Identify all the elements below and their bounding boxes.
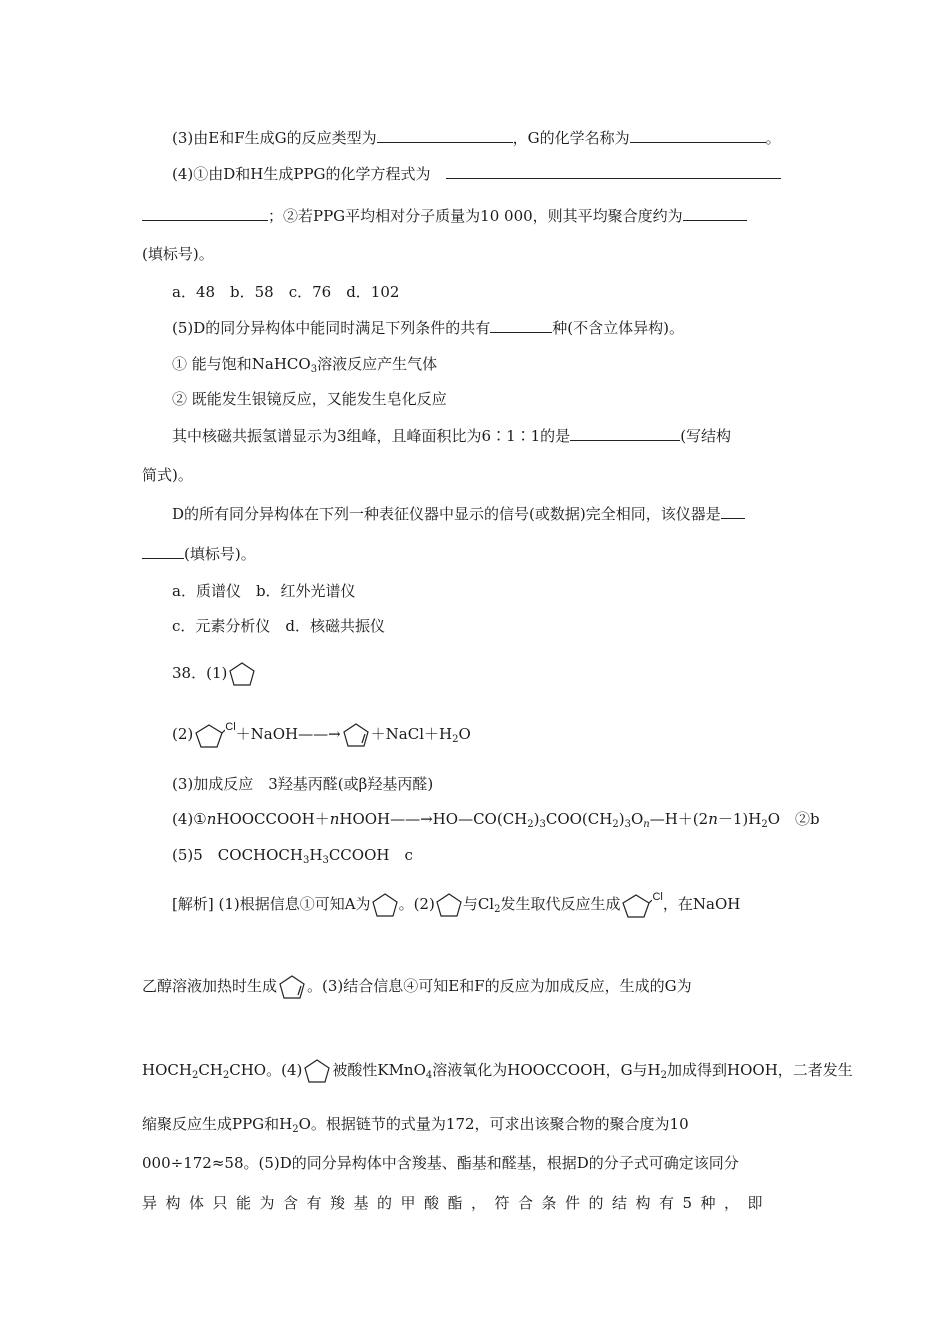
- answer-blank[interactable]: [570, 426, 680, 441]
- answer-blank[interactable]: [683, 206, 747, 221]
- explanation-line-5: 000÷172≈58。(5)D的同分异构体中含羧基、酯基和醛基，根据D的分子式可确定该同分: [142, 1154, 739, 1172]
- nmr-question-cont: 简式)。: [142, 466, 193, 484]
- instrument-options-2: c．元素分析仪 d．核磁共振仪: [172, 617, 386, 635]
- question-4-line: (4)①由D和H生成PPG的化学方程式为: [172, 163, 781, 185]
- explanation-line-4: 缩聚反应生成PPG和$H_2O$。根据链节的式量为172，可求出该聚合物的聚合度为10: [142, 1115, 689, 1135]
- cyclopentane-icon: [302, 1057, 332, 1085]
- question-3-line: (3)由E和F生成G的反应类型为 ，G的化学名称为 。: [172, 129, 781, 147]
- answer-5: (5)5 $COCHOCH_3H_3CCOOH$ c: [172, 846, 413, 866]
- answer-blank[interactable]: [377, 128, 513, 143]
- answer-blank[interactable]: [721, 504, 745, 519]
- explanation-line-1: [解析] (1)根据信息①可知A为 。(2) 与$Cl_2$发生取代反应生成 $^{Cl}$，在NaOH: [172, 890, 740, 920]
- cyclopentane-icon: [227, 660, 257, 688]
- condition-2: ② 既能发生银镜反应，又能发生皂化反应: [172, 390, 447, 408]
- answer-3: (3)加成反应 3羟基丙醛(或β羟基丙醛): [172, 775, 434, 793]
- explanation-line-2: 乙醇溶液加热时生成 。(3)结合信息④可知E和F的反应为加成反应，生成的G为: [142, 973, 692, 1001]
- explanation-line-3: $HOCH_2CH_2CHO$。(4) 被酸性KMnO$_4$溶液氧化为HOOCCOOH，G与$H_2$加成得到HOOH，二者发生: [142, 1057, 853, 1085]
- answer-blank[interactable]: [142, 544, 184, 559]
- answer-2: (2) $^{Cl}$＋NaOH——→ $+NaCl+H_2O$: [172, 720, 471, 750]
- instrument-options-1: a．质谱仪 b．红外光谱仪: [172, 582, 356, 600]
- chlorocyclopentane-icon: [620, 890, 652, 920]
- instrument-question-cont: (填标号)。: [142, 543, 256, 565]
- cyclopentene-icon: [341, 720, 371, 750]
- cyclopentane-icon: [371, 891, 399, 919]
- question-4-line-2: ；②若PPG平均相对分子质量为10 000，则其平均聚合度约为: [142, 205, 747, 227]
- condition-1: ① 能与饱和NaHCO$_3$溶液反应产生气体: [172, 355, 438, 375]
- explanation-line-6: 异构体只能为含有羧基的甲酸酯，符合条件的结构有5种，即: [142, 1194, 772, 1212]
- answer-blank[interactable]: [490, 318, 552, 333]
- answer-1: 38．(1): [172, 660, 257, 688]
- answer-blank[interactable]: [446, 164, 781, 179]
- cyclopentene-icon: [277, 973, 307, 1001]
- question-5-line: (5)D的同分异构体中能同时满足下列条件的共有 种(不含立体异构)。: [172, 319, 684, 337]
- instrument-question: D的所有同分异构体在下列一种表征仪器中显示的信号(或数据)完全相同，该仪器是: [172, 503, 745, 525]
- answer-blank[interactable]: [630, 128, 766, 143]
- question-4-options: a．48 b．58 c．76 d．102: [172, 283, 400, 301]
- question-4-line-3: (填标号)。: [142, 245, 214, 263]
- chlorocyclopentane-icon: [193, 720, 225, 750]
- answer-4: $(4)①nHOOCCOOH+nHOOH——\to HO—CO(CH_2)_3COO(CH_2)_3O_n—H+(2n-1)H_2O$ ②b: [172, 810, 820, 830]
- cyclopentane-icon: [435, 891, 463, 919]
- nmr-question: 其中核磁共振氢谱显示为3组峰，且峰面积比为6∶1∶1的是 (写结构: [172, 427, 732, 445]
- answer-blank[interactable]: [142, 206, 268, 221]
